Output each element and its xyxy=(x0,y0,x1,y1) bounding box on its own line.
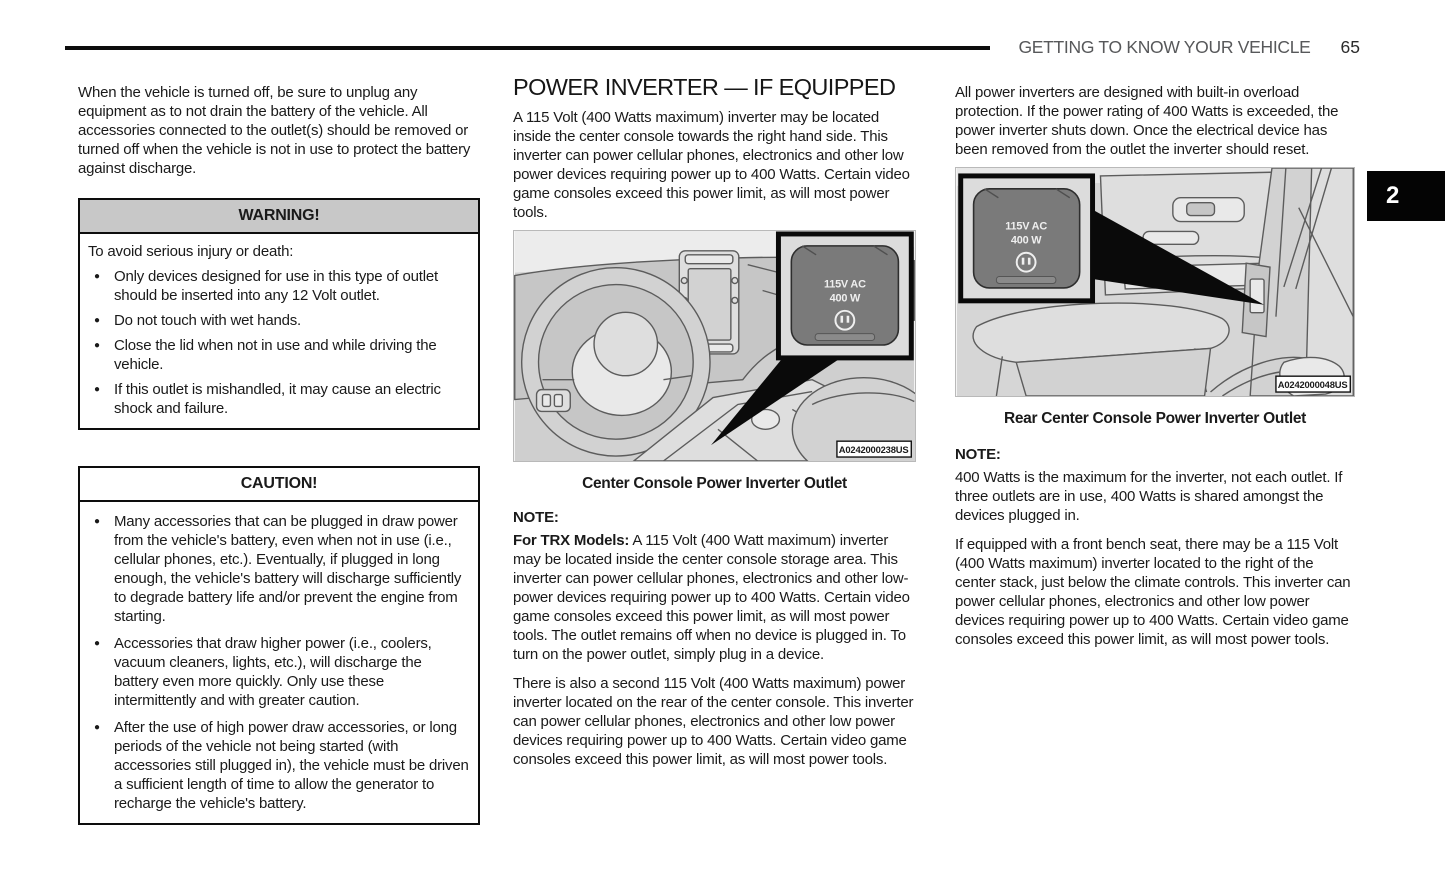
column-center xyxy=(513,74,916,769)
running-header xyxy=(1010,37,1360,58)
caution-body xyxy=(80,502,478,823)
page-number: 65 xyxy=(1340,37,1360,57)
caution-bullet: Many accessories that can be plugged in draw power from the vehicle's battery, even when not in use (i.e., cellular phones, etc.). Eventually, if plugged in long enough, the vehicle's battery will discharge sufficiently to degrade battery life and/or prevent the engine from starting. xyxy=(114,513,462,625)
list-item xyxy=(88,267,470,305)
page-title: POWER INVERTER — IF EQUIPPED xyxy=(513,74,896,100)
body-paragraph: A 115 Volt (400 Watts maximum) inverter may be located inside the center console towards the right hand side. This inverter can power cellular phones, electronics and other low power devices requiring power up to 400 Watts. Certain video game consoles exceed this power limit, as will most power tools. xyxy=(513,109,910,221)
chapter-tab xyxy=(1367,171,1445,221)
warning-bullet: Do not touch with wet hands. xyxy=(114,312,302,329)
section-title: GETTING TO KNOW YOUR VEHICLE xyxy=(1018,37,1311,57)
bullet-icon: ● xyxy=(94,638,100,649)
note-bold-lead: For TRX Models: xyxy=(513,532,630,549)
caution-box xyxy=(78,466,480,825)
image-code-label: A0242000238US xyxy=(838,444,909,456)
column-right xyxy=(955,83,1355,649)
outlet-rating-line2: 400 W xyxy=(1010,234,1042,247)
warning-bullet: Close the lid when not in use and while driving the vehicle. xyxy=(114,337,437,373)
figure-caption: Rear Center Console Power Inverter Outlet xyxy=(1003,410,1307,427)
bullet-icon: ● xyxy=(94,315,100,326)
caution-bullet: After the use of high power draw accessories, or long periods of the vehicle not being started (with accessories still plugged in), the vehicle must be driven a sufficient length of time to allow the generator to recharge the vehicle's battery. xyxy=(114,719,469,812)
bullet-icon: ● xyxy=(94,384,100,395)
note-paragraph xyxy=(513,531,916,664)
bullet-icon: ● xyxy=(94,722,100,733)
list-item xyxy=(88,336,470,374)
warning-title: WARNING! xyxy=(80,200,478,234)
list-item xyxy=(88,380,470,418)
figure-rear-console xyxy=(955,167,1355,428)
outlet-rating-line1: 115V AC xyxy=(823,278,866,291)
list-item xyxy=(88,718,470,813)
bullet-icon: ● xyxy=(94,516,100,527)
column-left xyxy=(78,83,480,825)
warning-bullet: If this outlet is mishandled, it may cause an electric shock and failure. xyxy=(114,381,441,417)
caution-bullet: Accessories that draw higher power (i.e., coolers, vacuum cleaners, lights, etc.), will discharge the battery even more quickly. Only use these intermittently and with greater caution. xyxy=(114,635,432,709)
note-paragraph: 400 Watts is the maximum for the inverter, not each outlet. If three outlets are in use, 400 Watts is shared amongst the devices plugged in. xyxy=(955,469,1343,524)
note-label: NOTE: xyxy=(955,446,1001,463)
intro-paragraph: When the vehicle is turned off, be sure to unplug any equipment as to not drain the battery of the vehicle. All accessories connected to the outlet(s) should be removed or turned off when the vehicle is not in use to protect the battery against discharge. xyxy=(78,84,471,177)
body-paragraph: If equipped with a front bench seat, there may be a 115 Volt (400 Watts maximum) inverter located to the right of the center stack, just below the climate controls. This inverter can power cellular phones, electronics and other low power devices requiring power up to 400 Watts. Certain video game consoles exceed this power limit, as will most power tools. xyxy=(955,536,1351,648)
warning-box xyxy=(78,198,480,430)
figure-center-console xyxy=(513,230,916,493)
body-paragraph: All power inverters are designed with built-in overload protection. If the power rating of 400 Watts is exceeded, the power inverter shuts down. Once the electrical device has been removed from the outlet the inverter should reset. xyxy=(955,84,1339,158)
image-code-label: A0242000048US xyxy=(1277,379,1348,391)
caution-title: CAUTION! xyxy=(80,468,478,502)
warning-lead: To avoid serious injury or death: xyxy=(88,243,294,260)
list-item xyxy=(88,634,470,710)
header-rule xyxy=(65,46,990,50)
list-item xyxy=(88,512,470,626)
center-console-illustration xyxy=(513,230,916,462)
body-paragraph: There is also a second 115 Volt (400 Watts maximum) power inverter located on the rear of the center console. This inverter can power cellular phones, electronics and other low power devices requiring power up to 400 Watts. Certain video game consoles exceed this power limit, as will most power tools. xyxy=(513,675,914,768)
chapter-tab-number: 2 xyxy=(1386,182,1400,209)
outlet-rating-line1: 115V AC xyxy=(1005,220,1048,233)
bullet-icon: ● xyxy=(94,340,100,351)
list-item xyxy=(88,311,470,330)
outlet-rating-line2: 400 W xyxy=(829,292,861,305)
warning-body xyxy=(80,234,478,428)
warning-bullet: Only devices designed for use in this type of outlet should be inserted into any 12 Volt outlet. xyxy=(114,268,438,304)
bullet-icon: ● xyxy=(94,271,100,282)
note-text: A 115 Volt (400 Watt maximum) inverter may be located inside the center console storage area. This inverter can power cellular phones, electronics and other low-power devices requiring power up to 400 Watts. Certain video game consoles exceed this power limit, as will most power tools. The outlet remains off when no device is plugged in. To turn on the power outlet, simply plug in a device. xyxy=(513,532,910,663)
figure-caption: Center Console Power Inverter Outlet xyxy=(582,475,847,492)
note-label: NOTE: xyxy=(513,509,559,526)
rear-console-illustration xyxy=(955,167,1355,397)
